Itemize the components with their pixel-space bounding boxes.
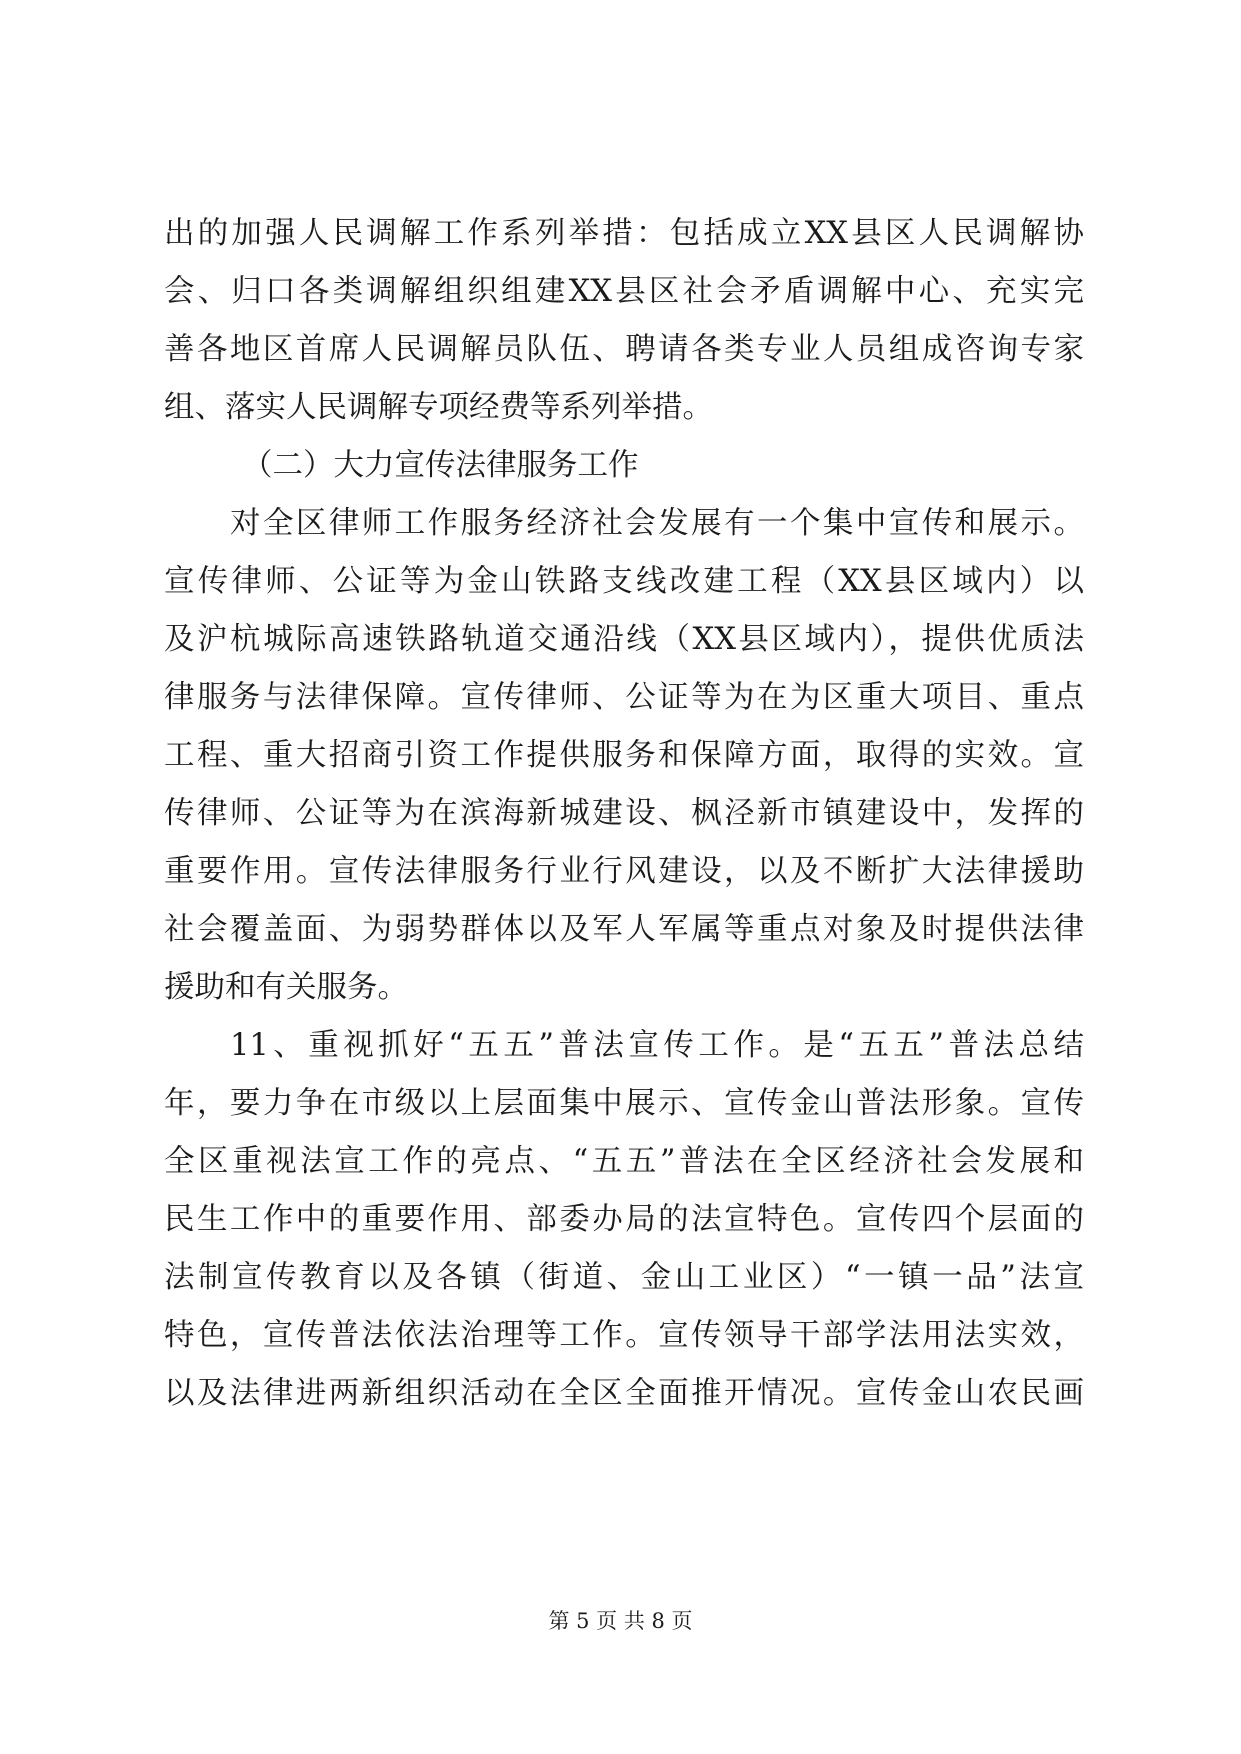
text-line: 传律师、公证等为在滨海新城建设、枫泾新市镇建设中，发挥的: [164, 796, 1084, 831]
page-number-footer: 第 5 页 共 8 页: [548, 1609, 693, 1633]
text-line: 援助和有关服务。: [164, 970, 408, 1005]
text-line: 11、重视抓好“五五”普法宣传工作。是“五五”普法总结: [230, 1028, 1084, 1063]
text-line: 工程、重大招商引资工作提供服务和保障方面，取得的实效。宣: [164, 738, 1084, 773]
text-line: 年，要力争在市级以上层面集中展示、宣传金山普法形象。宣传: [164, 1086, 1084, 1121]
text-line: 社会覆盖面、为弱势群体以及军人军属等重点对象及时提供法律: [164, 912, 1084, 947]
text-line: 对全区律师工作服务经济社会发展有一个集中宣传和展示。: [230, 506, 1084, 541]
text-line: 宣传律师、公证等为金山铁路支线改建工程（XX县区域内）以: [164, 564, 1084, 599]
text-line: 会、归口各类调解组织组建XX县区社会矛盾调解中心、充实完: [164, 274, 1084, 309]
text-line: 以及法律进两新组织活动在全区全面推开情况。宣传金山农民画: [164, 1376, 1084, 1411]
text-line: 出的加强人民调解工作系列举措：包括成立XX县区人民调解协: [164, 216, 1084, 251]
text-line: 法制宣传教育以及各镇（街道、金山工业区）“一镇一品”法宣: [164, 1260, 1084, 1295]
text-line: 民生工作中的重要作用、部委办局的法宣特色。宣传四个层面的: [164, 1202, 1084, 1237]
section-heading: （二）大力宣传法律服务工作: [242, 448, 639, 483]
text-line: 重要作用。宣传法律服务行业行风建设，以及不断扩大法律援助: [164, 854, 1084, 889]
text-line: 组、落实人民调解专项经费等系列举措。: [164, 390, 713, 425]
text-line: 及沪杭城际高速铁路轨道交通沿线（XX县区域内），提供优质法: [164, 622, 1084, 657]
text-line: 律服务与法律保障。宣传律师、公证等为在为区重大项目、重点: [164, 680, 1084, 715]
text-line: 全区重视法宣工作的亮点、“五五”普法在全区经济社会发展和: [164, 1144, 1084, 1179]
text-line: 特色，宣传普法依法治理等工作。宣传领导干部学法用法实效，: [164, 1318, 1084, 1353]
text-line: 善各地区首席人民调解员队伍、聘请各类专业人员组成咨询专家: [164, 332, 1084, 367]
